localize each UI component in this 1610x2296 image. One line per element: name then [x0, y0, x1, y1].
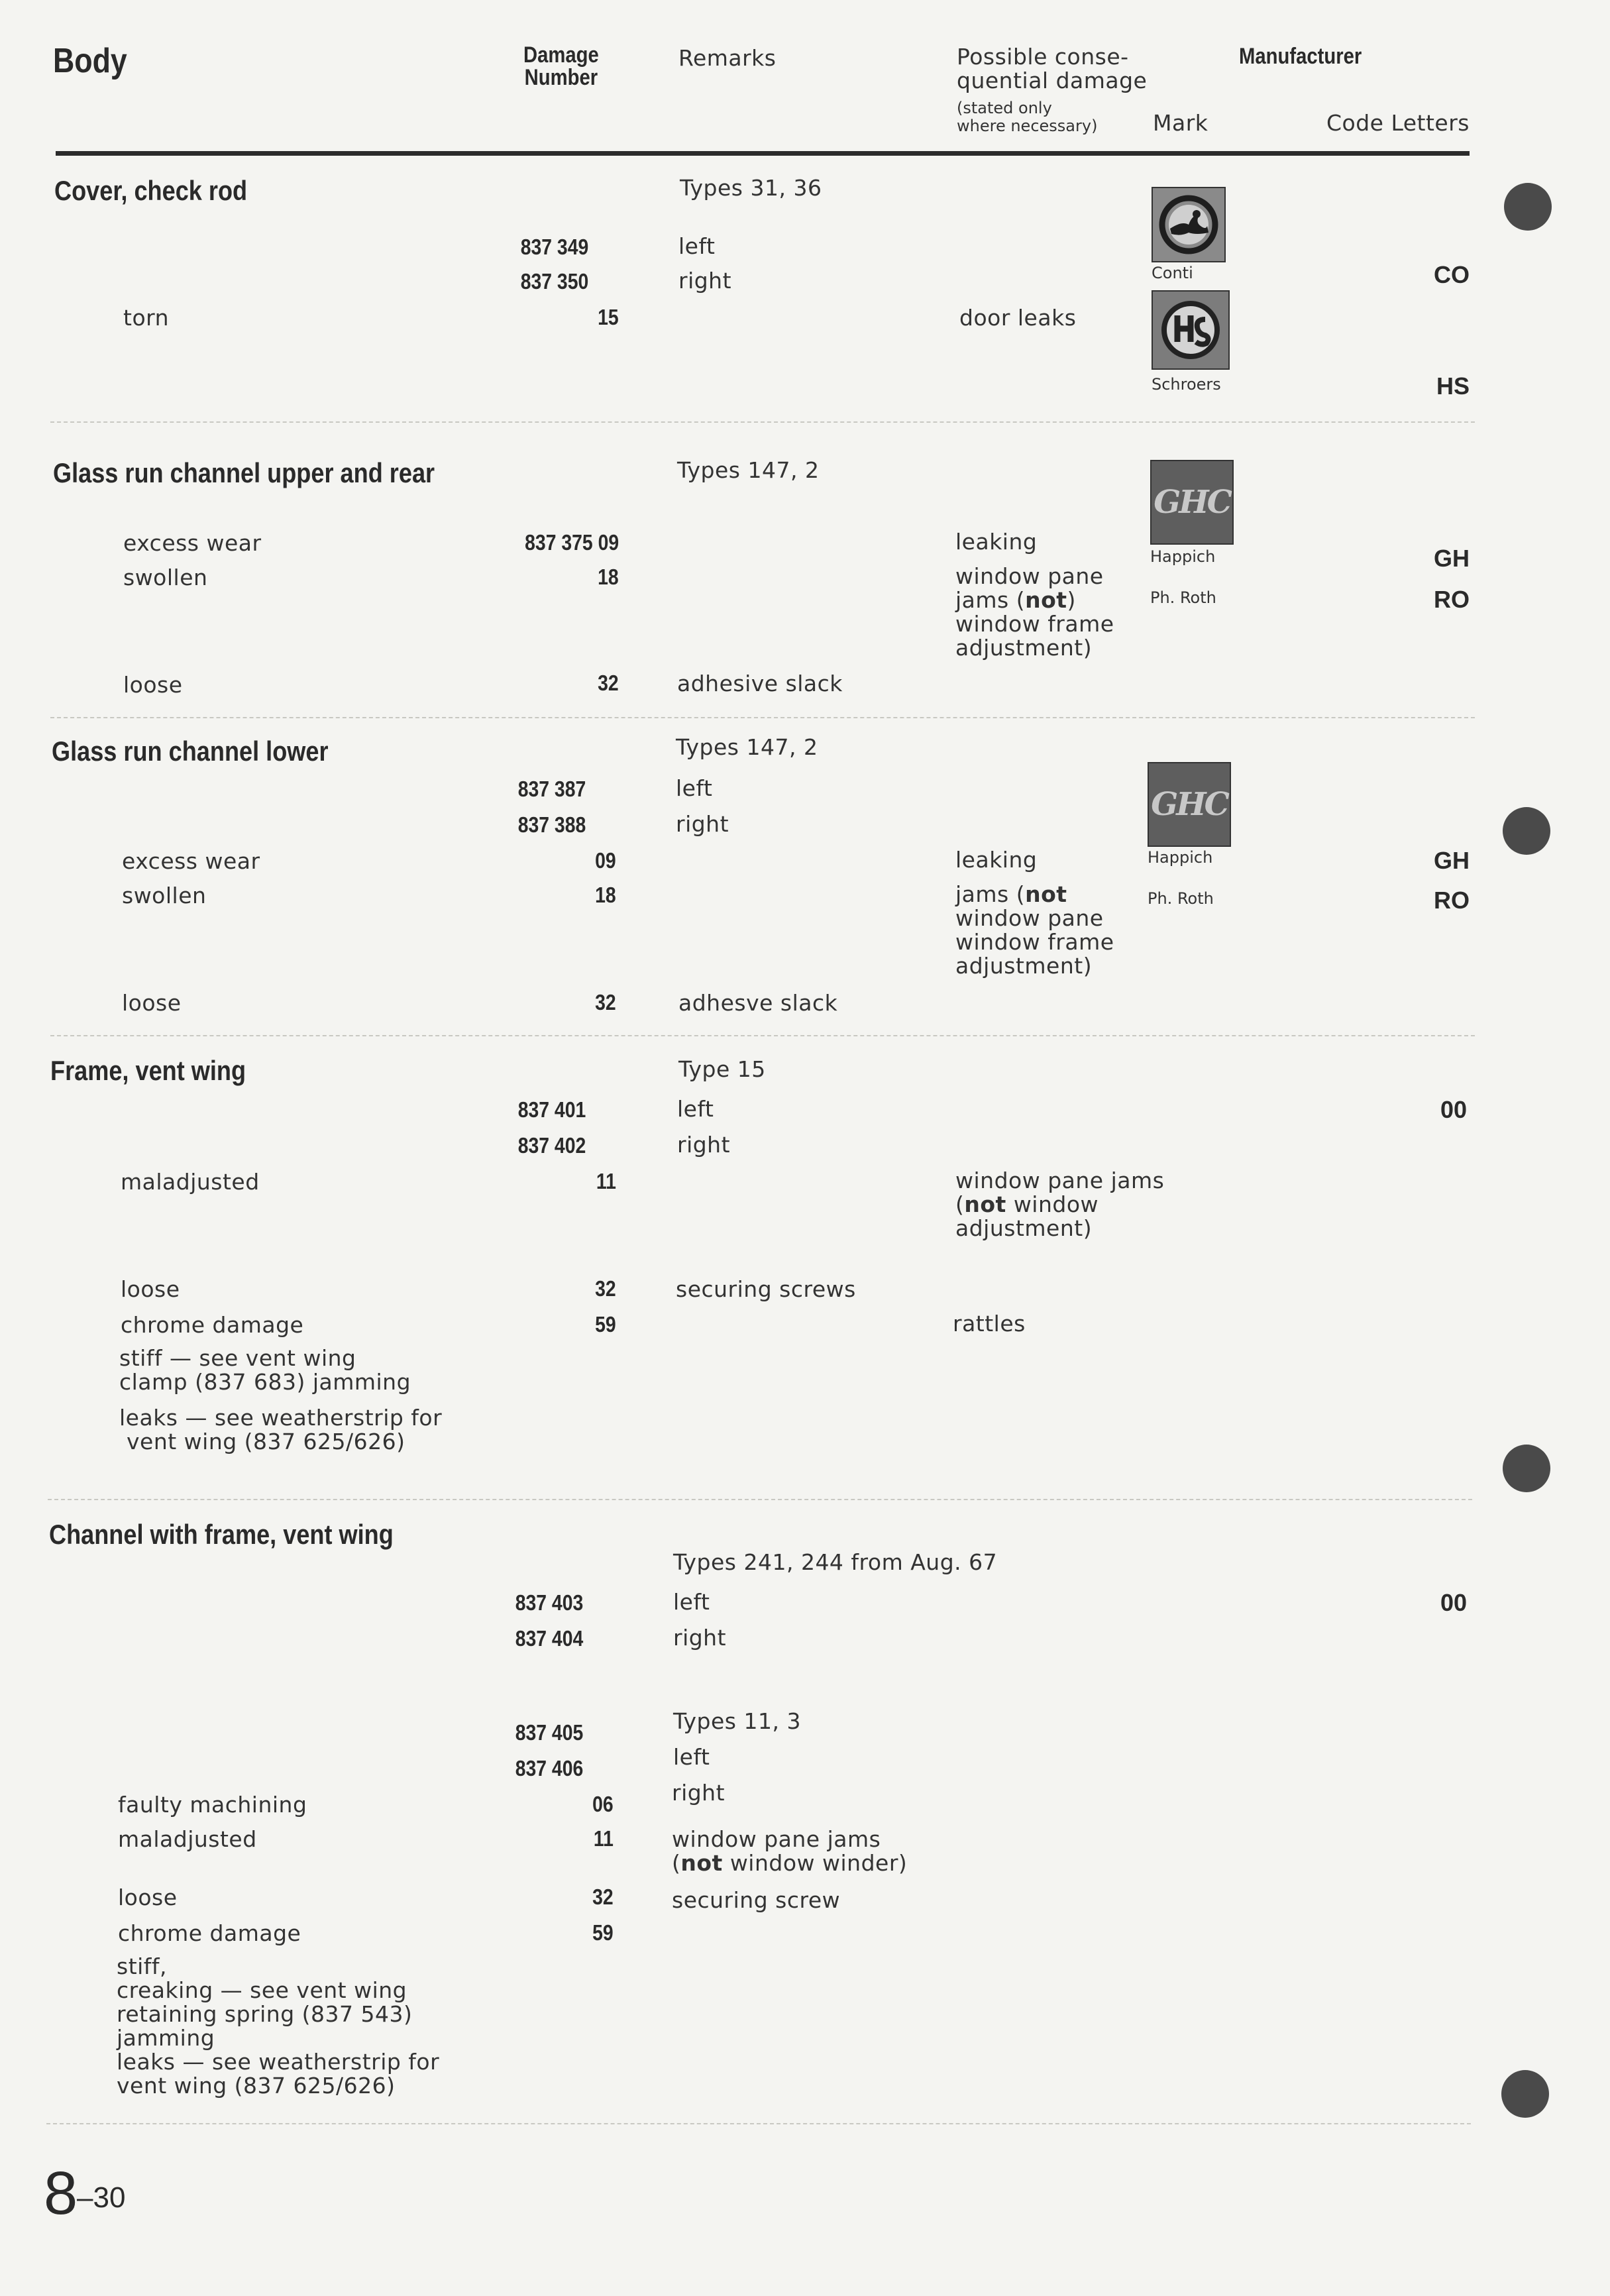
- defect: loose: [118, 1885, 178, 1910]
- remark: left: [676, 775, 713, 801]
- header-rule: [56, 151, 1470, 156]
- damage-number: 837 387: [517, 777, 586, 801]
- page-number: –30: [77, 2181, 126, 2214]
- consequential-damage: leaking: [955, 847, 1038, 873]
- damage-number: 11: [596, 1169, 616, 1193]
- remark: right: [678, 268, 732, 294]
- defect: loose: [123, 672, 183, 698]
- remark: securing screws: [676, 1276, 856, 1302]
- consequential-damage: window pane jams (not window adjustment): [955, 1168, 1165, 1241]
- defect: loose: [122, 990, 182, 1016]
- consequential-damage: window pane jams (not) window frame adjustment): [955, 563, 1114, 661]
- types-label: Type 15: [678, 1056, 766, 1082]
- chapter-number: 8: [44, 2159, 78, 2227]
- damage-number: 18: [598, 565, 619, 589]
- binder-hole: [1501, 2070, 1549, 2118]
- types-label: Types 11, 3: [673, 1708, 801, 1734]
- defect-note: leaks — see weatherstrip for vent wing (837 625/626): [119, 1405, 443, 1454]
- defect: excess wear: [122, 848, 260, 874]
- defect: chrome damage: [118, 1920, 301, 1946]
- damage-number: 06: [592, 1792, 614, 1816]
- code-letters: CO: [1434, 261, 1470, 288]
- conti-logo-icon: [1152, 187, 1226, 262]
- types-label: Types 31, 36: [680, 175, 822, 201]
- damage-number: 11: [593, 1826, 614, 1851]
- maker-name: Ph. Roth: [1148, 889, 1214, 908]
- mark-header: Mark: [1153, 110, 1208, 136]
- damage-number: 837 375 09: [524, 530, 619, 555]
- damage-number: 837 349: [520, 235, 588, 259]
- remark: left: [677, 1096, 714, 1122]
- consequential-damage: rattles: [953, 1311, 1026, 1337]
- happich-logo-text: GHC: [1151, 786, 1228, 823]
- happich-logo-icon: [1148, 762, 1231, 847]
- code-letters: 00: [1440, 1589, 1467, 1616]
- code-letters: RO: [1434, 887, 1470, 914]
- damage-number: 09: [595, 848, 616, 873]
- damage-number-header: Damage Number: [523, 42, 599, 90]
- code-letters: GH: [1434, 847, 1470, 874]
- damage-number: 837 404: [515, 1626, 583, 1651]
- section-title: Glass run channel lower: [52, 736, 329, 767]
- defect: swollen: [123, 565, 208, 590]
- remark: window pane jams (not window winder): [672, 1826, 908, 1876]
- defect: maladjusted: [118, 1826, 257, 1852]
- defect-note: stiff — see vent wing clamp (837 683) jamming: [119, 1345, 411, 1395]
- damage-number: 32: [595, 990, 616, 1014]
- damage-number: 837 405: [515, 1720, 583, 1745]
- remark: adhesive slack: [677, 671, 843, 696]
- section-title: Glass run channel upper and rear: [53, 457, 435, 488]
- happich-logo-text: GHC: [1154, 484, 1230, 521]
- defect-note: stiff, creaking — see vent wing retaining spring (837 543) jamming leaks — see weatherstrip for vent wing (837 625/626): [117, 1953, 440, 2099]
- remark: left: [678, 233, 716, 259]
- code-letters: HS: [1436, 372, 1470, 400]
- section-title: Cover, check rod: [54, 175, 248, 206]
- binder-hole: [1503, 1445, 1550, 1492]
- section-divider: [50, 717, 1475, 718]
- remark: adhesve slack: [678, 990, 838, 1016]
- damage-number: 837 388: [517, 812, 586, 837]
- defect: maladjusted: [121, 1169, 260, 1195]
- damage-number: 59: [595, 1312, 616, 1337]
- damage-number: 32: [592, 1885, 614, 1909]
- damage-number: 32: [595, 1276, 616, 1301]
- damage-number: 837 403: [515, 1590, 583, 1615]
- damage-number: 837 402: [517, 1133, 586, 1158]
- section-divider: [46, 2123, 1471, 2124]
- types-label: Types 241, 244 from Aug. 67: [673, 1549, 998, 1575]
- damage-number: 837 406: [515, 1756, 583, 1780]
- defect: chrome damage: [121, 1312, 304, 1338]
- damage-number: 32: [598, 671, 619, 695]
- defect: torn: [123, 305, 170, 331]
- types-label: Types 147, 2: [677, 457, 820, 483]
- remark: right: [673, 1625, 727, 1651]
- consequential-damage-header: Possible conse- quential damage: [957, 44, 1148, 93]
- consequential-damage-note: (stated only where necessary): [957, 99, 1098, 135]
- maker-name: Schroers: [1152, 375, 1221, 394]
- code-letters: RO: [1434, 586, 1470, 613]
- remark: right: [676, 811, 729, 837]
- damage-number: 18: [595, 883, 616, 907]
- maker-name: Conti: [1152, 264, 1193, 282]
- code-letters: 00: [1440, 1096, 1467, 1123]
- damage-number: 837 401: [517, 1097, 586, 1122]
- consequential-damage: leaking: [955, 529, 1038, 555]
- code-letters: GH: [1434, 545, 1470, 572]
- happich-logo-icon: [1150, 460, 1234, 545]
- consequential-damage: door leaks: [959, 305, 1077, 331]
- manufacturer-header: Manufacturer: [1239, 44, 1362, 69]
- maker-name: Happich: [1150, 547, 1216, 566]
- defect: swollen: [122, 883, 207, 908]
- remark: right: [672, 1780, 725, 1806]
- section-title: Frame, vent wing: [50, 1055, 246, 1086]
- consequential-damage: jams (not window pane window frame adjustment): [955, 881, 1114, 979]
- maker-name: Ph. Roth: [1150, 588, 1216, 607]
- section-title: Channel with frame, vent wing: [49, 1519, 394, 1550]
- defect: loose: [121, 1276, 180, 1302]
- defect: faulty machining: [118, 1792, 307, 1818]
- remark: securing screw: [672, 1887, 841, 1913]
- section-divider: [50, 421, 1475, 423]
- remark: left: [673, 1744, 710, 1770]
- types-label: Types 147, 2: [676, 734, 818, 760]
- remark: right: [677, 1132, 731, 1158]
- schroers-logo-icon: [1152, 290, 1230, 370]
- binder-hole: [1504, 183, 1552, 231]
- remark: left: [673, 1589, 710, 1615]
- section-divider: [50, 1035, 1475, 1036]
- remarks-header: Remarks: [678, 45, 777, 71]
- page-title: Body: [53, 42, 127, 80]
- damage-number: 15: [598, 305, 619, 329]
- damage-number: 59: [592, 1920, 614, 1945]
- maker-name: Happich: [1148, 848, 1213, 867]
- binder-hole: [1503, 807, 1550, 855]
- section-divider: [48, 1499, 1472, 1500]
- damage-number: 837 350: [520, 269, 588, 294]
- code-letters-header: Code Letters: [1326, 110, 1470, 136]
- defect: excess wear: [123, 530, 262, 556]
